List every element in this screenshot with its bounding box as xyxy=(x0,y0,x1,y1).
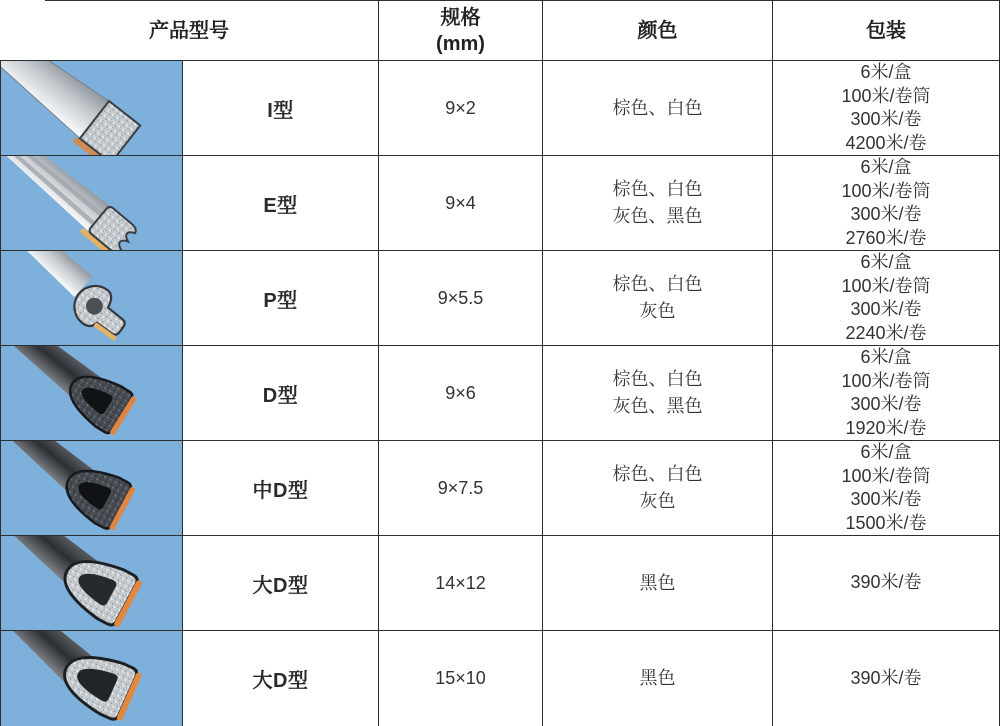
color-line: 灰色、黑色 xyxy=(612,396,703,416)
product-image-cell xyxy=(0,536,183,631)
header-color: 颜色 xyxy=(543,0,773,61)
i-profile-seal-strip-image xyxy=(1,61,182,155)
p-profile-seal-strip-image xyxy=(1,251,182,345)
product-spec: 9×5.5 xyxy=(379,251,543,346)
product-image-cell xyxy=(0,346,183,441)
product-packaging xyxy=(773,536,1000,631)
product-image-cell xyxy=(0,441,183,536)
packaging-line: 100米/卷筒 xyxy=(841,85,931,106)
product-model: 大D型 xyxy=(183,536,379,631)
color-line: 灰色、黑色 xyxy=(612,206,703,226)
product-colors xyxy=(543,61,773,156)
product-colors xyxy=(543,346,773,441)
product-model: 大D型 xyxy=(183,631,379,726)
packaging-line: 390米/卷 xyxy=(850,667,922,688)
packaging-line: 6米/盒 xyxy=(860,252,912,272)
packaging-line: 100米/卷筒 xyxy=(841,275,931,296)
product-packaging xyxy=(773,441,1000,536)
color-line: 棕色、白色 xyxy=(612,97,703,118)
packaging-line: 100米/卷筒 xyxy=(841,370,931,391)
product-model: E型 xyxy=(183,156,379,251)
e-profile-seal-strip-image xyxy=(1,156,182,250)
color-line: 棕色、白色 xyxy=(612,274,703,294)
packaging-line: 6米/盒 xyxy=(860,62,912,82)
header-packaging: 包装 xyxy=(773,0,1000,61)
color-line: 棕色、白色 xyxy=(612,179,703,199)
header-spec-unit: (mm) xyxy=(436,32,485,55)
product-image-cell xyxy=(0,251,183,346)
color-line: 棕色、白色 xyxy=(612,369,703,389)
packaging-line: 6米/盒 xyxy=(860,157,912,177)
product-colors xyxy=(543,536,773,631)
large-d-profile-seal-strip-image xyxy=(1,631,182,726)
color-line: 灰色 xyxy=(639,491,676,511)
product-spec: 15×10 xyxy=(379,631,543,726)
header-spec-label: 规格 xyxy=(440,6,481,29)
packaging-line: 6米/盒 xyxy=(860,347,912,367)
product-spec: 14×12 xyxy=(379,536,543,631)
product-packaging xyxy=(773,61,1000,156)
packaging-line: 2240米/卷 xyxy=(845,322,927,343)
color-line: 灰色 xyxy=(639,301,676,321)
packaging-line: 1500米/卷 xyxy=(845,512,927,533)
product-spec: 9×6 xyxy=(379,346,543,441)
packaging-line: 390米/卷 xyxy=(850,572,922,593)
large-d-profile-seal-strip-image xyxy=(1,536,182,630)
product-packaging xyxy=(773,631,1000,726)
packaging-line: 300米/卷 xyxy=(850,204,922,224)
medium-d-profile-seal-strip-image xyxy=(1,441,182,535)
packaging-line: 2760米/卷 xyxy=(845,227,927,248)
packaging-line: 300米/卷 xyxy=(850,394,922,414)
d-profile-seal-strip-image xyxy=(1,346,182,440)
product-colors xyxy=(543,156,773,251)
product-colors xyxy=(543,631,773,726)
product-model: P型 xyxy=(183,251,379,346)
color-line: 棕色、白色 xyxy=(612,464,703,484)
product-spec: 9×4 xyxy=(379,156,543,251)
packaging-line: 100米/卷筒 xyxy=(841,465,931,486)
product-spec: 9×7.5 xyxy=(379,441,543,536)
product-model: I型 xyxy=(183,61,379,156)
packaging-line: 300米/卷 xyxy=(850,489,922,509)
packaging-line: 300米/卷 xyxy=(850,109,922,129)
packaging-line: 100米/卷筒 xyxy=(841,180,931,201)
product-packaging xyxy=(773,346,1000,441)
header-product-model: 产品型号 xyxy=(0,0,379,61)
product-image-cell xyxy=(0,61,183,156)
packaging-line: 1920米/卷 xyxy=(845,417,927,438)
top-border-gap xyxy=(0,0,45,2)
product-colors xyxy=(543,251,773,346)
product-packaging xyxy=(773,251,1000,346)
product-spec: 9×2 xyxy=(379,61,543,156)
packaging-line: 300米/卷 xyxy=(850,299,922,319)
product-packaging xyxy=(773,156,1000,251)
product-image-cell xyxy=(0,631,183,726)
product-model: D型 xyxy=(183,346,379,441)
color-line: 黑色 xyxy=(639,668,676,688)
packaging-line: 6米/盒 xyxy=(860,442,912,462)
header-spec xyxy=(379,0,543,61)
product-image-cell xyxy=(0,156,183,251)
packaging-line: 4200米/卷 xyxy=(845,132,927,153)
product-colors xyxy=(543,441,773,536)
color-line: 黑色 xyxy=(639,572,676,593)
product-model: 中D型 xyxy=(183,441,379,536)
